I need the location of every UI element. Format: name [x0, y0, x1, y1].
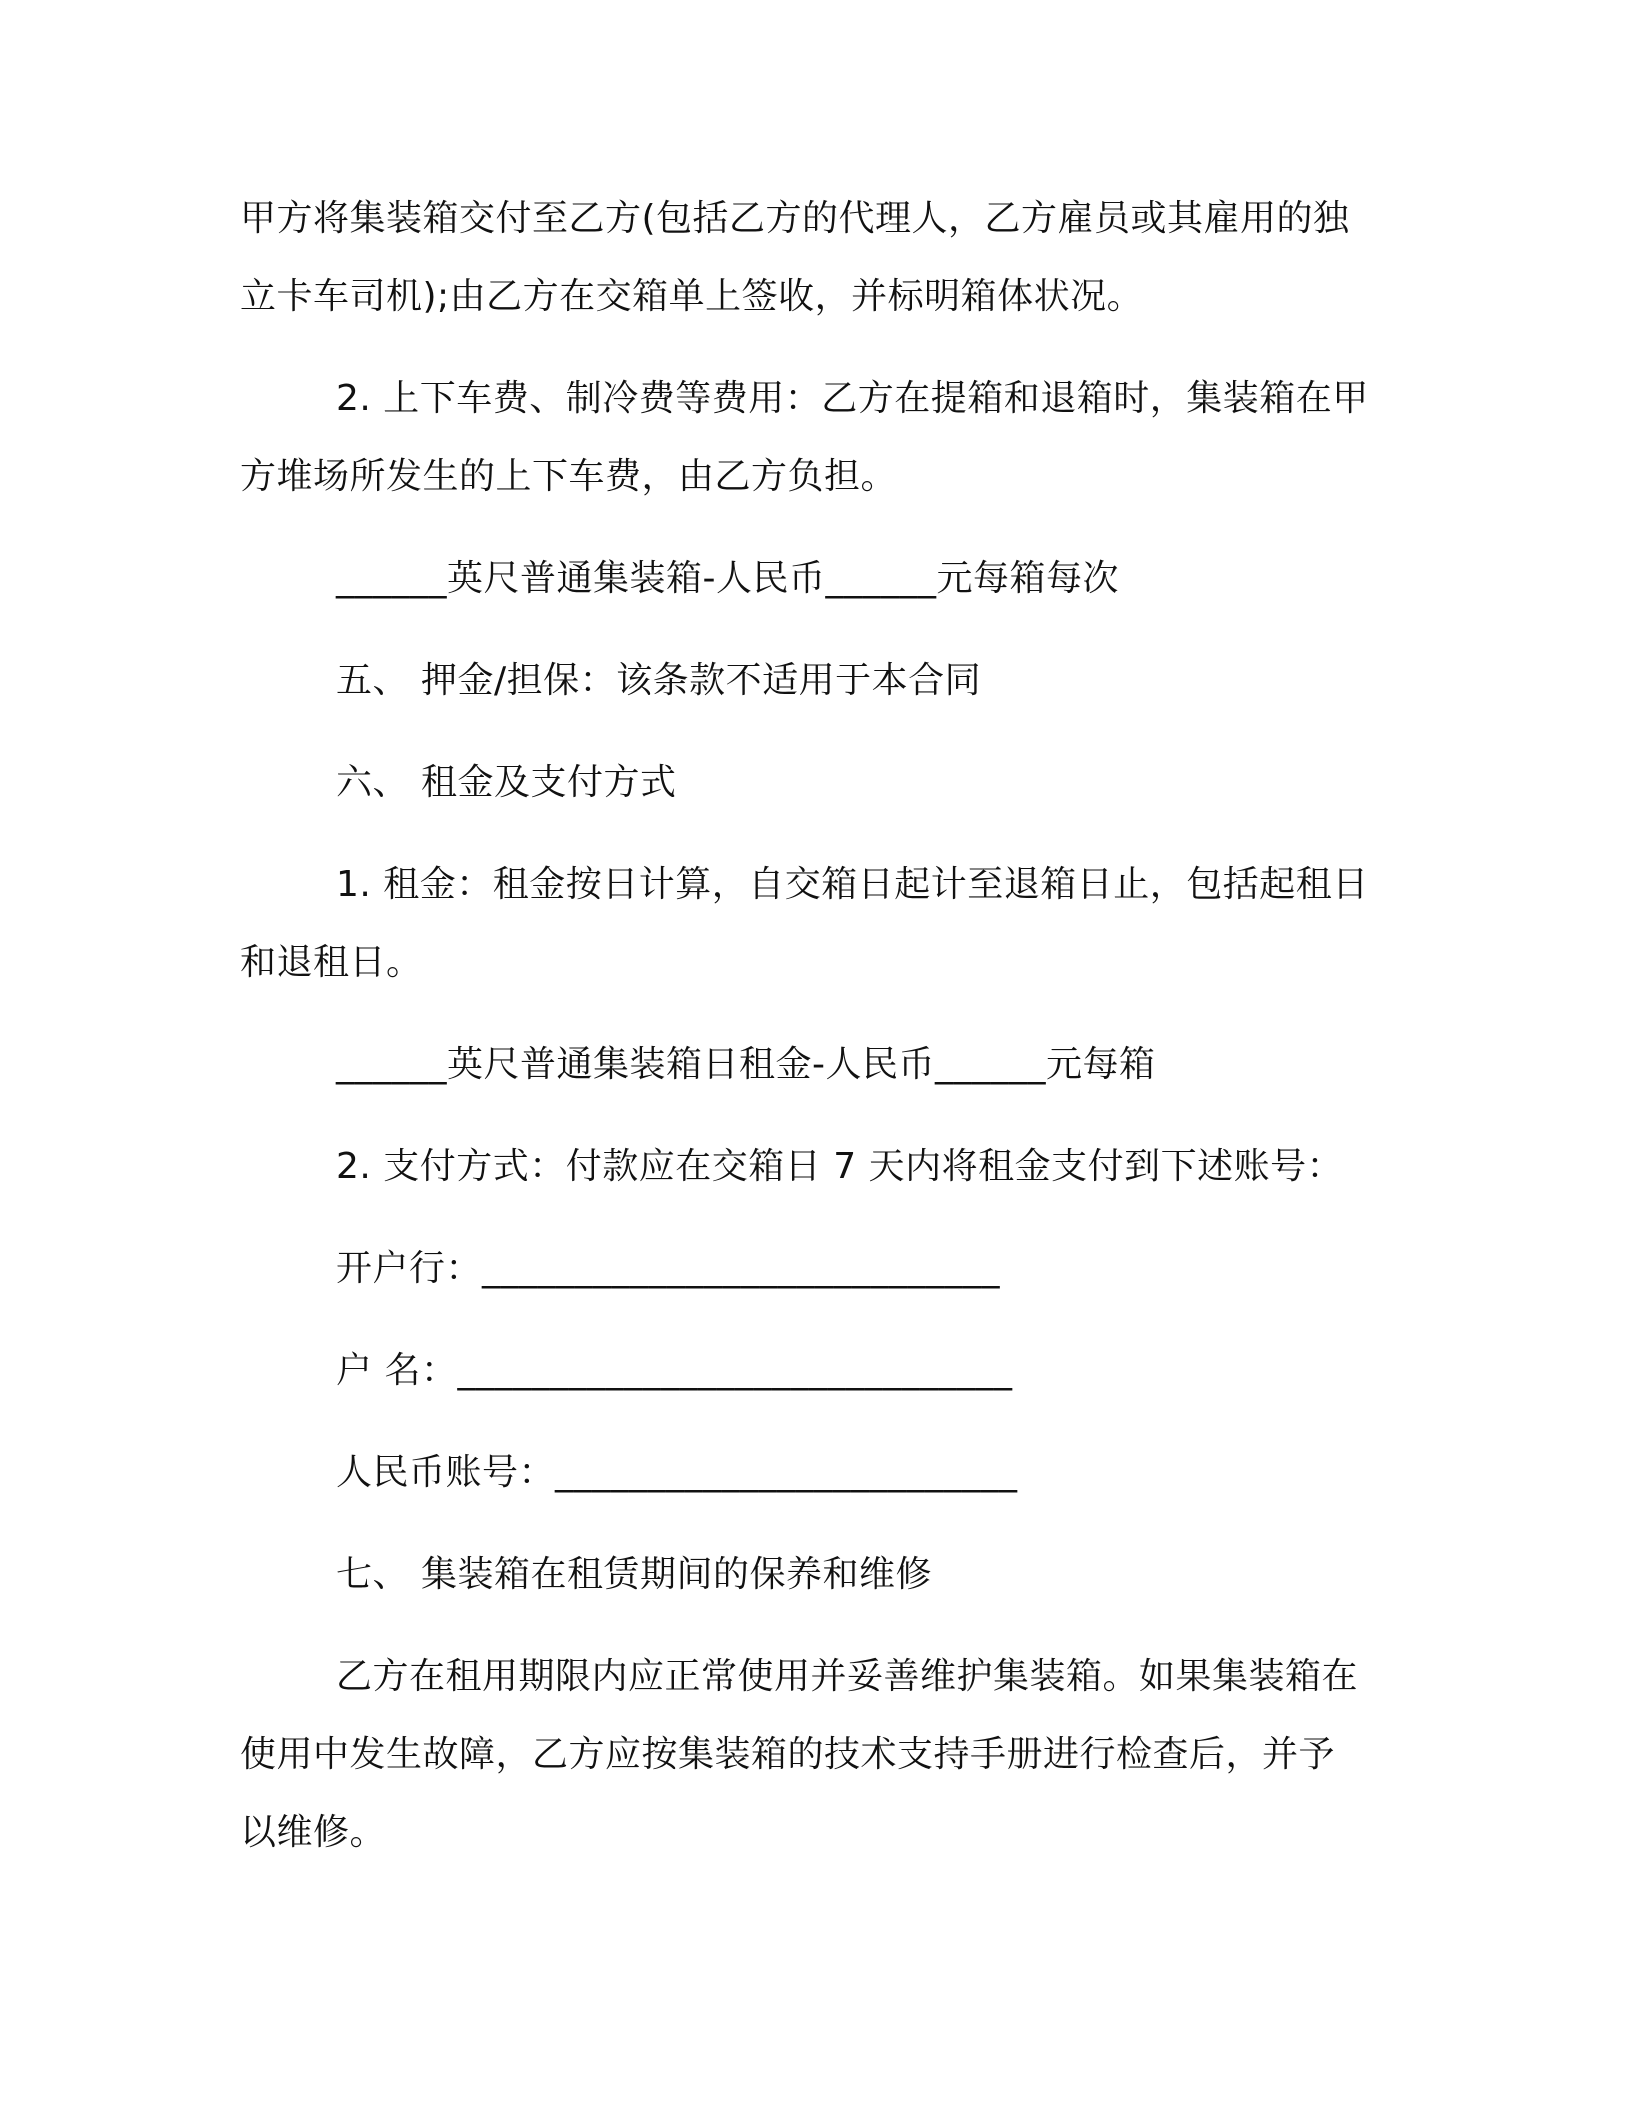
account-name-field-line: 户 名：______________________________: [336, 1350, 1013, 1391]
maintenance-paragraph-line-3: 以维修。: [240, 1812, 387, 1853]
section-seven-heading: 七、 集装箱在租赁期间的保养和维修: [336, 1554, 932, 1595]
clause-rent-line-2: 和退租日。: [240, 942, 423, 983]
daily-rent-rate-line: ______英尺普通集装箱日租金-人民币______元每箱: [336, 1044, 1156, 1085]
section-five-deposit: 五、 押金/担保：该条款不适用于本合同: [336, 660, 982, 701]
paragraph-delivery-line-2: 立卡车司机);由乙方在交箱单上签收，并标明箱体状况。: [240, 276, 1144, 317]
clause-loading-fees-line-2: 方堆场所发生的上下车费，由乙方负担。: [240, 456, 898, 497]
clause-payment-method: 2. 支付方式：付款应在交箱日 7 天内将租金支付到下述账号：: [336, 1146, 1344, 1187]
maintenance-paragraph-line-1: 乙方在租用期限内应正常使用并妥善维护集装箱。如果集装箱在: [336, 1656, 1359, 1697]
maintenance-paragraph-line-2: 使用中发生故障，乙方应按集装箱的技术支持手册进行检查后，并予: [240, 1734, 1336, 1775]
section-six-heading: 六、 租金及支付方式: [336, 762, 677, 803]
paragraph-delivery-line-1: 甲方将集装箱交付至乙方(包括乙方的代理人，乙方雇员或其雇用的独: [240, 198, 1350, 239]
bank-field-line: 开户行：____________________________: [336, 1248, 1001, 1289]
fee-rate-line: ______英尺普通集装箱-人民币______元每箱每次: [336, 558, 1119, 599]
clause-rent-line-1: 1. 租金：租金按日计算，自交箱日起计至退箱日止，包括起租日: [336, 864, 1369, 905]
clause-loading-fees-line-1: 2. 上下车费、制冷费等费用：乙方在提箱和退箱时，集装箱在甲: [336, 378, 1369, 419]
rmb-account-field-line: 人民币账号：_________________________: [336, 1452, 1018, 1493]
